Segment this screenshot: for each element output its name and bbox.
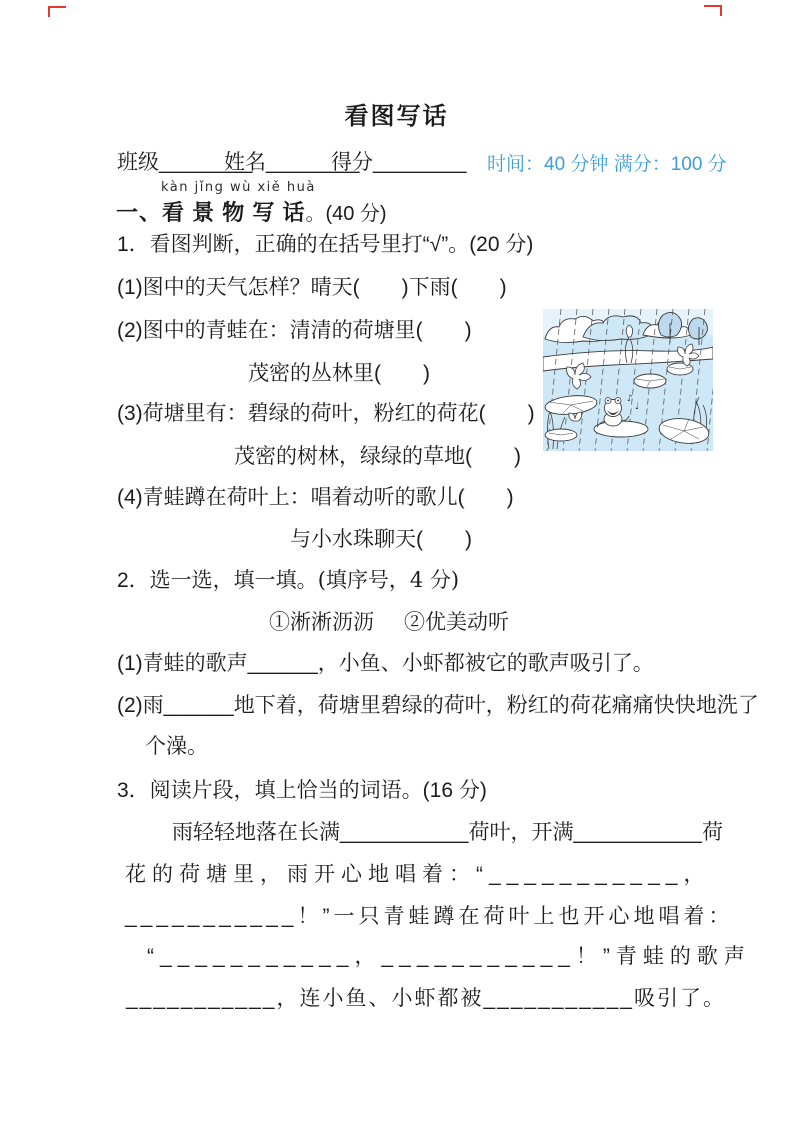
q1-line: 茂密的树林，绿绿的草地( ) [234, 445, 521, 468]
q3-line: ___________，连小鱼、小虾都被___________吸引了。 [126, 987, 726, 1010]
q1-line: (4)青蛙蹲在荷叶上：唱着动听的歌儿( ) [117, 486, 514, 509]
q2-options [269, 606, 509, 636]
name-field: 姓名________ [224, 151, 360, 174]
q2-line: (2)雨______地下着，荷塘里碧绿的荷叶，粉红的荷花痛痛快快地洗了 [117, 694, 759, 717]
q1-line: 与小水珠聊天( ) [290, 528, 472, 551]
section-heading-points: 。(40 分) [305, 203, 387, 225]
q1-line: (2)图中的青蛙在：清清的荷塘里( ) [117, 319, 472, 342]
corner-mark-right-icon [704, 5, 722, 16]
section-heading-bold: 一、看 景 物 写 话 [116, 200, 306, 225]
pond-scene-illustration [543, 309, 713, 451]
q2-stem [117, 564, 459, 594]
corner-mark-left-icon [48, 6, 66, 17]
q1-line: 茂密的丛林里( ) [248, 362, 430, 385]
section-pinyin: kàn jǐng wù xiě huà [161, 180, 316, 195]
q2-stem-note: (填序号，4 分) [317, 568, 460, 592]
reed-bud-icon [626, 325, 632, 337]
q3-line: 雨轻轻地落在长满___________荷叶，开满___________荷 [172, 821, 723, 844]
class-field: 班级________ [117, 151, 253, 174]
q1-line: (1)图中的天气怎样？晴天( )下雨( ) [117, 276, 507, 299]
q3-line: 花的荷塘里，雨开心地唱着：“___________， [125, 863, 711, 886]
q3-line: ___________！”一只青蛙蹲在荷叶上也开心地唱着： [125, 905, 734, 928]
svg-text:♪: ♪ [627, 394, 633, 404]
q2-line: (1)青蛙的歌声______，小鱼、小虾都被它的歌声吸引了。 [117, 652, 654, 675]
q1-stem: 1．看图判断，正确的在括号里打“√”。(20 分) [117, 233, 534, 256]
page-title: 看图写话 [344, 103, 449, 130]
q2-stem-main: 2．选一选，填一填。 [117, 569, 318, 592]
section-heading [116, 196, 387, 227]
q2-option-2: ②优美动听 [404, 610, 509, 634]
q2-option-1: ①淅淅沥沥 [269, 610, 374, 634]
q3-line: “___________，___________！”青蛙的歌声 [147, 945, 751, 968]
q1-line: (3)荷塘里有：碧绿的荷叶，粉红的荷花( ) [117, 402, 535, 425]
time-fullscore-note: 时间：40 分钟 满分：100 分 [487, 154, 727, 175]
score-field: 得分________ [331, 151, 467, 174]
q2-line: 个澡。 [145, 735, 208, 758]
svg-text:♩: ♩ [635, 402, 640, 412]
q3-stem: 3．阅读片段，填上恰当的词语。(16 分) [117, 779, 487, 802]
